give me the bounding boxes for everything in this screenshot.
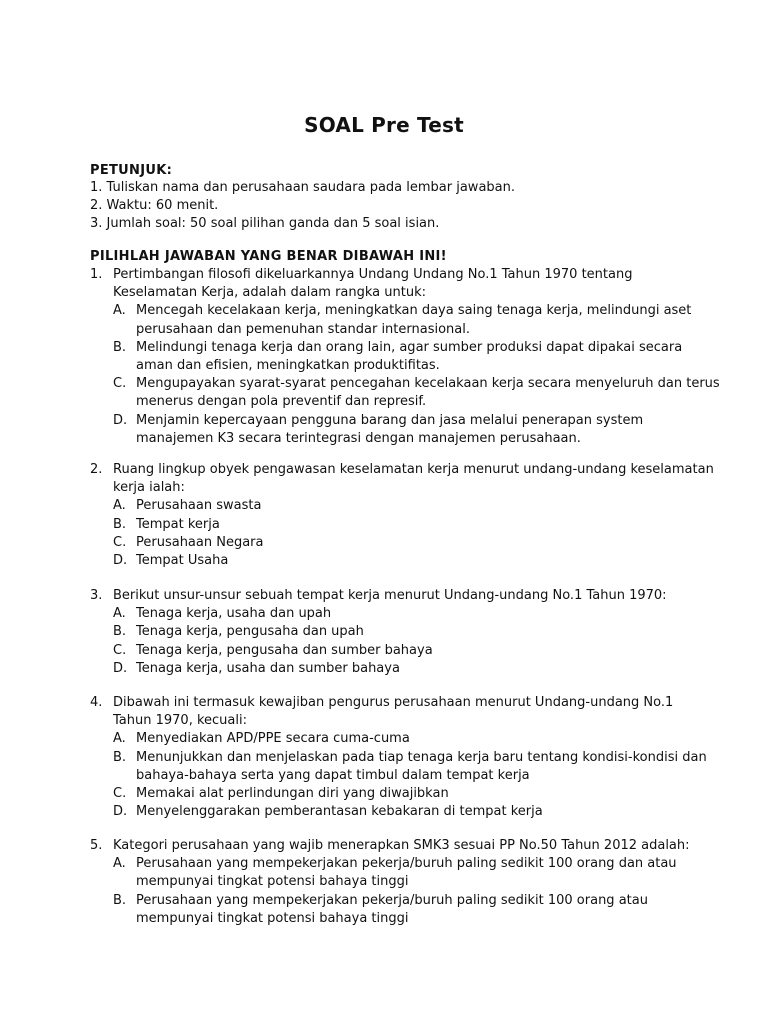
- option-text: Tempat Usaha: [136, 553, 229, 568]
- option-text: Menyelenggarakan pemberantasan kebakaran di tempat kerja: [136, 804, 543, 820]
- option-letter: A.: [113, 498, 126, 514]
- option-text: Mengupayakan syarat-syarat pencegahan kecelakaan kerja secara menyeluruh dan terus: [136, 376, 720, 392]
- option-letter: A.: [113, 606, 126, 622]
- option-letter: D.: [113, 804, 128, 820]
- option-letter: D.: [113, 412, 128, 428]
- question-number: 3.: [90, 588, 103, 603]
- option-text: Melindungi tenaga kerja dan orang lain, agar sumber produksi dapat dipakai secara: [136, 339, 683, 355]
- option-letter: A.: [113, 731, 126, 747]
- option-text: Perusahaan swasta: [136, 498, 262, 514]
- option-text: Tempat kerja: [136, 516, 220, 532]
- option-letter: D.: [113, 660, 128, 676]
- section-heading: PILIHLAH JAWABAN YANG BENAR DIBAWAH INI!: [90, 249, 447, 264]
- option-letter: B.: [113, 749, 127, 765]
- option-text: Menunjukkan dan menjelaskan pada tiap tenaga kerja baru tentang kondisi-kondisi dan: [136, 749, 707, 765]
- question-text: Tahun 1970, kecuali:: [113, 713, 247, 729]
- instructions-heading: PETUNJUK:: [90, 163, 173, 178]
- option-text: mempunyai tingkat potensi bahaya tinggi: [136, 874, 409, 890]
- option-letter: A.: [113, 303, 126, 319]
- question-text: Ruang lingkup obyek pengawasan keselamatan kerja menurut undang-undang keselamatan: [113, 462, 714, 477]
- question-number: 2.: [90, 462, 103, 477]
- option-letter: C.: [113, 376, 127, 392]
- option-text: Perusahaan yang mempekerjakan pekerja/buruh paling sedikit 100 orang atau: [136, 892, 648, 908]
- option-letter: C.: [113, 786, 127, 801]
- option-letter: B.: [113, 339, 127, 355]
- option-letter: A.: [113, 856, 126, 872]
- option-letter: C.: [113, 642, 127, 658]
- question-text: kerja ialah:: [113, 480, 185, 496]
- option-text: Menjamin kepercayaan pengguna barang dan jasa melalui penerapan system: [136, 412, 644, 428]
- option-text: Memakai alat perlindungan diri yang diwajibkan: [136, 786, 449, 801]
- page-title: SOAL Pre Test: [304, 113, 464, 137]
- option-text: menerus dengan pola preventif dan represif.: [136, 394, 427, 410]
- option-text: Menyediakan APD/PPE secara cuma-cuma: [136, 731, 410, 747]
- question-number: 5.: [90, 838, 103, 853]
- option-text: aman dan efisien, meningkatkan produktifitas.: [136, 358, 440, 373]
- option-text: Perusahaan yang mempekerjakan pekerja/buruh paling sedikit 100 orang dan atau: [136, 856, 677, 872]
- option-letter: B.: [113, 516, 127, 532]
- option-text: Perusahaan Negara: [136, 534, 264, 550]
- option-letter: B.: [113, 624, 127, 640]
- question-text: Dibawah ini termasuk kewajiban pengurus perusahaan menurut Undang-undang No.1: [113, 695, 674, 710]
- question-text: Pertimbangan filosofi dikeluarkannya Undang Undang No.1 Tahun 1970 tentang: [113, 267, 633, 282]
- option-text: Tenaga kerja, usaha dan sumber bahaya: [136, 660, 400, 676]
- option-letter: C.: [113, 534, 127, 550]
- question-text: Berikut unsur-unsur sebuah tempat kerja menurut Undang-undang No.1 Tahun 1970:: [113, 588, 667, 603]
- option-letter: B.: [113, 892, 127, 908]
- option-text: Tenaga kerja, usaha dan upah: [136, 606, 332, 622]
- option-text: Tenaga kerja, pengusaha dan sumber bahaya: [136, 642, 433, 658]
- question-number: 1.: [90, 267, 103, 282]
- instruction-line: 2. Waktu: 60 menit.: [90, 198, 219, 213]
- question-number: 4.: [90, 695, 103, 710]
- option-text: mempunyai tingkat potensi bahaya tinggi: [136, 910, 409, 926]
- option-letter: D.: [113, 553, 128, 568]
- option-text: bahaya-bahaya serta yang dapat timbul dalam tempat kerja: [136, 767, 530, 783]
- question-text: Kategori perusahaan yang wajib menerapkan SMK3 sesuai PP No.50 Tahun 2012 adalah:: [113, 838, 690, 853]
- option-text: perusahaan dan pemenuhan standar internasional.: [136, 321, 471, 337]
- option-text: Tenaga kerja, pengusaha dan upah: [136, 624, 364, 640]
- question-text: Keselamatan Kerja, adalah dalam rangka untuk:: [113, 285, 427, 301]
- instruction-line: 3. Jumlah soal: 50 soal pilihan ganda dan 5 soal isian.: [90, 216, 440, 231]
- instruction-line: 1. Tuliskan nama dan perusahaan saudara pada lembar jawaban.: [90, 180, 515, 195]
- option-text: Mencegah kecelakaan kerja, meningkatkan daya saing tenaga kerja, melindungi aset: [136, 303, 692, 319]
- option-text: manajemen K3 secara terintegrasi dengan manajemen perusahaan.: [136, 430, 581, 446]
